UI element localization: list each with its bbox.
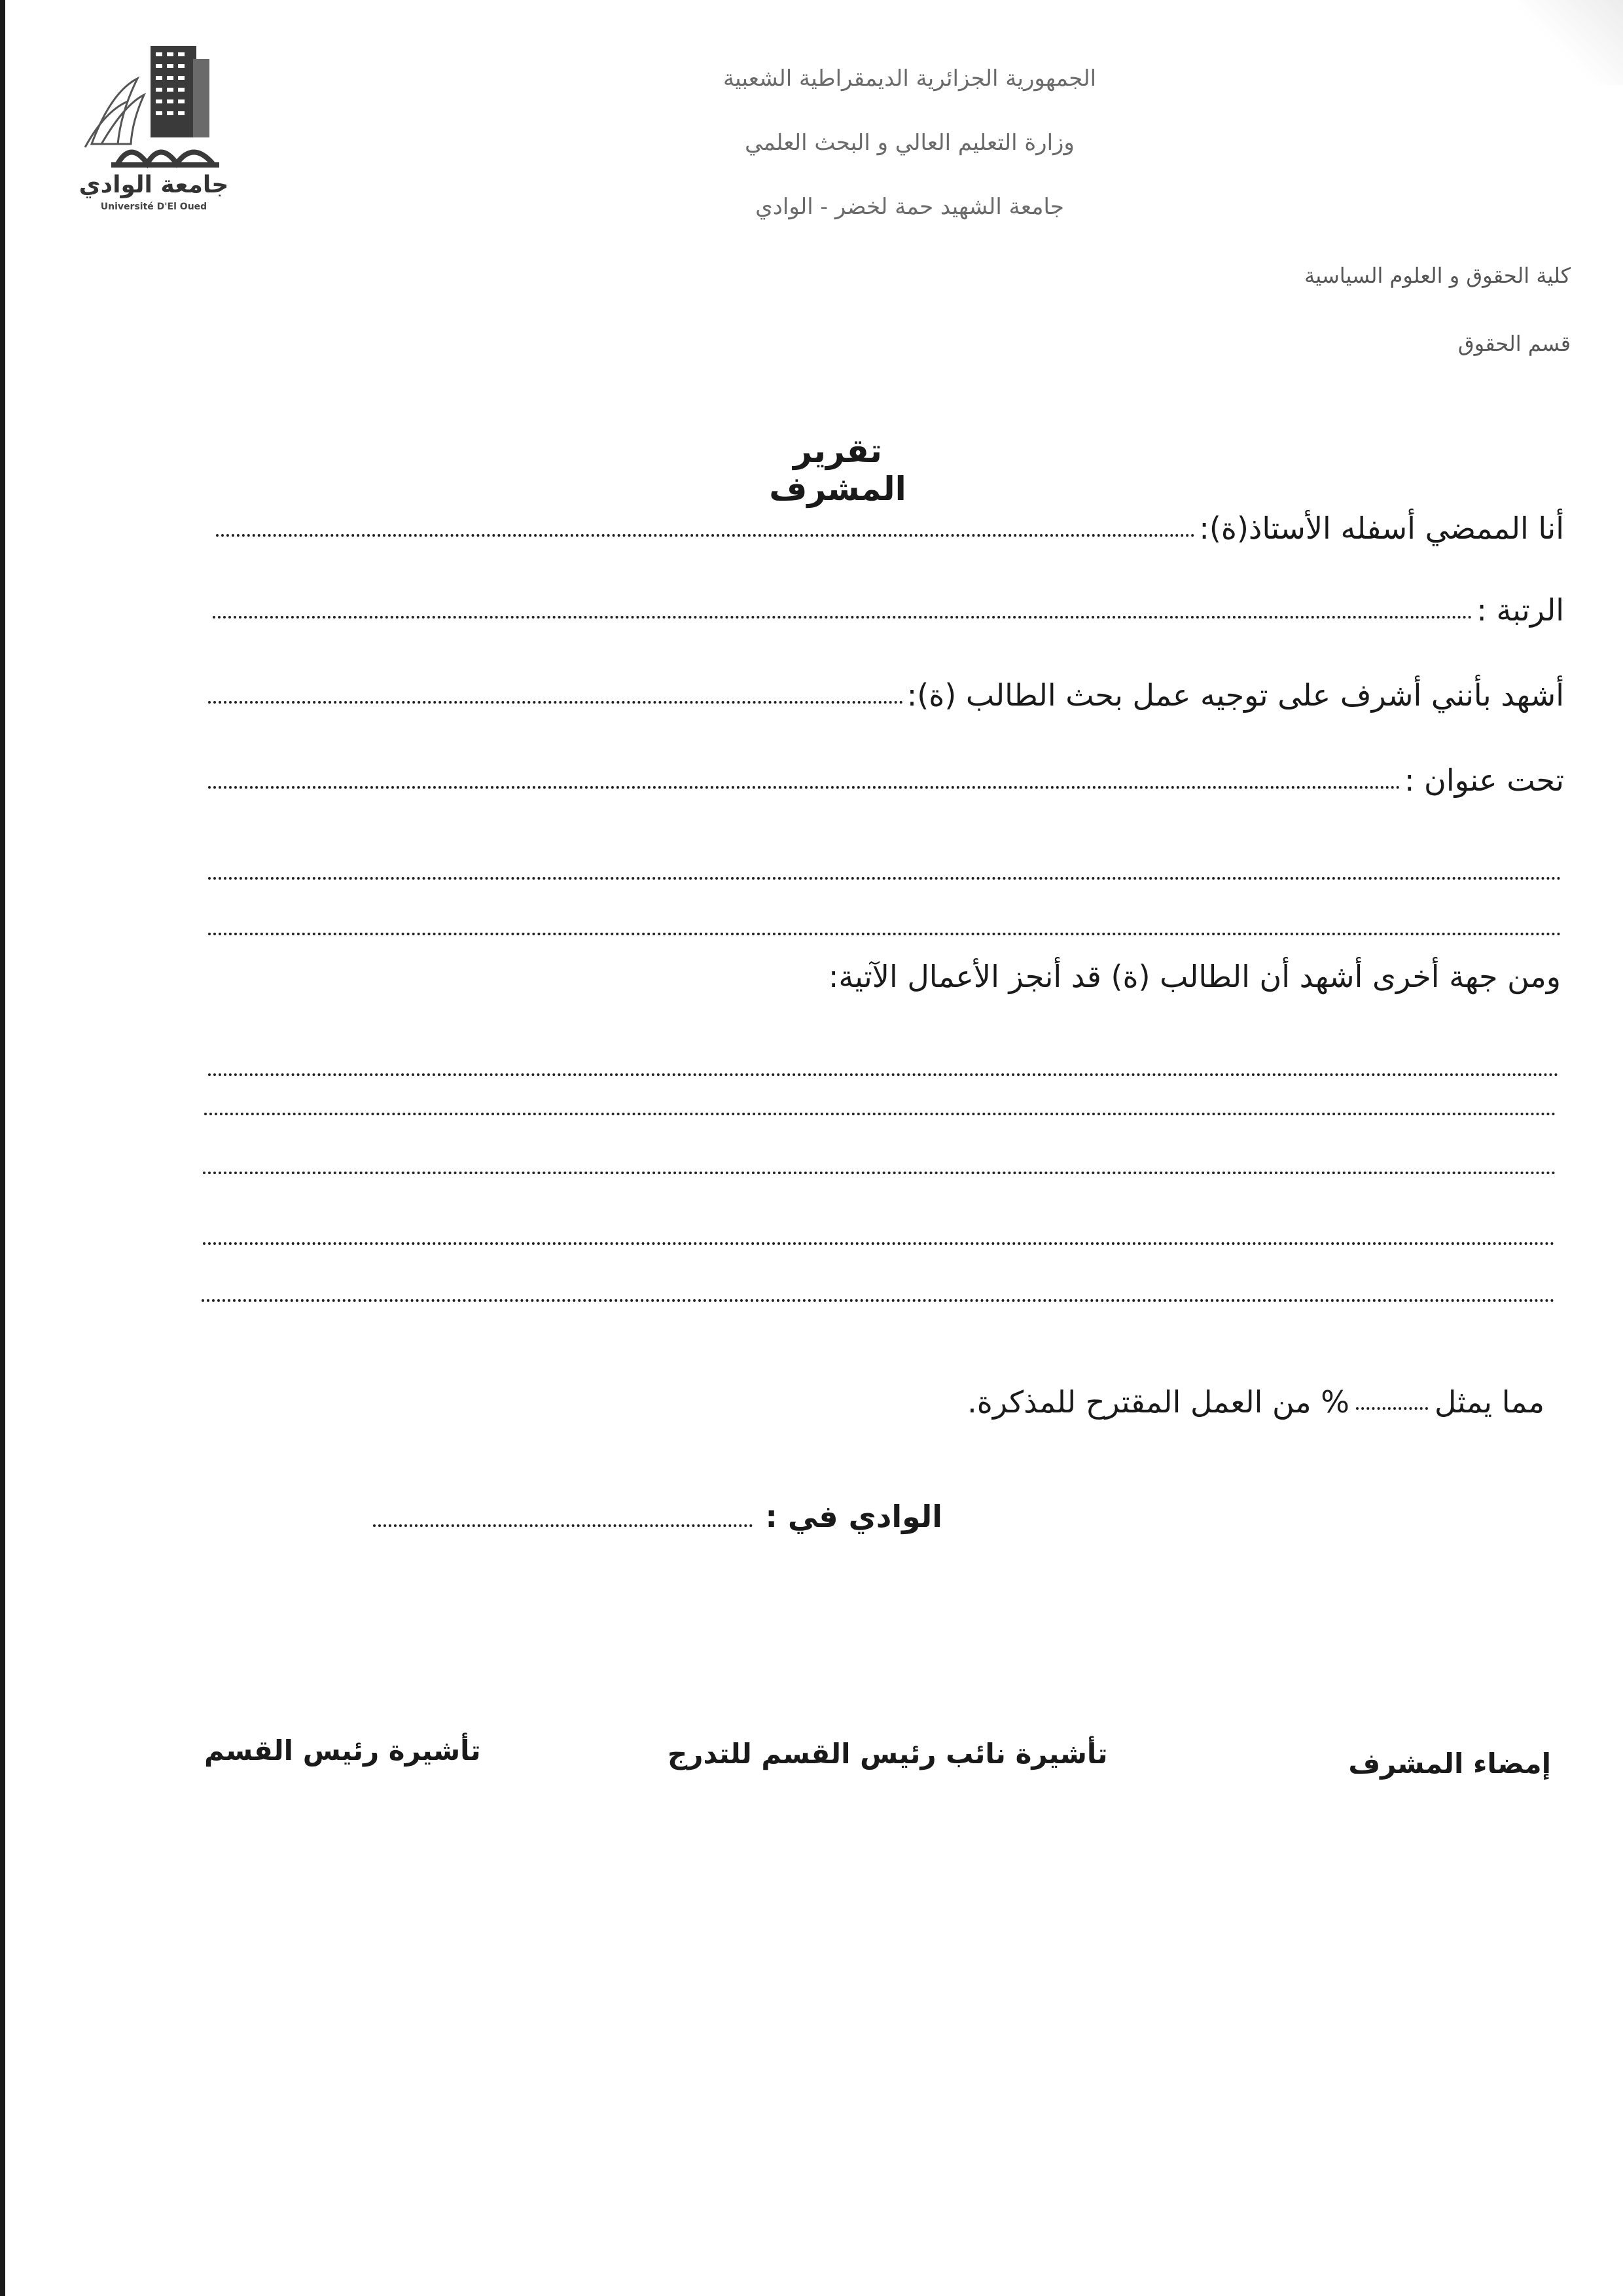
student-blank[interactable] bbox=[208, 701, 903, 704]
thesis-title-blank-line[interactable] bbox=[208, 933, 1561, 935]
works-blank-line[interactable] bbox=[203, 1242, 1555, 1245]
deputy-head-visa-label: تأشيرة نائب رئيس القسم للتدرج bbox=[668, 1738, 1108, 1770]
thesis-title-label: تحت عنوان : bbox=[1404, 762, 1564, 798]
header-faculty: كلية الحقوق و العلوم السياسية bbox=[1304, 263, 1571, 288]
scan-corner-shade bbox=[1518, 0, 1623, 85]
scan-left-edge bbox=[0, 0, 5, 2296]
works-field bbox=[216, 959, 1561, 994]
header-republic: الجمهورية الجزائرية الديمقراطية الشعبية bbox=[722, 65, 1097, 92]
logo-french-text: Université D'El Oued bbox=[100, 202, 207, 212]
date-label: الوادي في : bbox=[765, 1499, 942, 1534]
university-building-logo-icon bbox=[72, 33, 236, 183]
supervisor-signature-label: إمضاء المشرف bbox=[1348, 1748, 1551, 1780]
percent-suffix: % من العمل المقترح للمذكرة. bbox=[967, 1384, 1349, 1420]
rank-blank[interactable] bbox=[213, 616, 1472, 619]
department-head-visa-label: تأشيرة رئيس القسم bbox=[204, 1734, 481, 1767]
percent-blank[interactable] bbox=[1356, 1407, 1428, 1410]
header-department: قسم الحقوق bbox=[1457, 331, 1571, 356]
university-logo bbox=[72, 33, 236, 212]
header-ministry: وزارة التعليم العالي و البحث العلمي bbox=[745, 130, 1075, 156]
rank-field[interactable] bbox=[213, 592, 1564, 628]
thesis-title-field[interactable] bbox=[208, 762, 1564, 798]
percent-statement bbox=[967, 1384, 1544, 1420]
rank-label: الرتبة : bbox=[1476, 592, 1564, 628]
works-label: ومن جهة أخرى أشهد أن الطالب (ة) قد أنجز الأعمال الآتية: bbox=[828, 959, 1561, 994]
works-blank-line[interactable] bbox=[204, 1113, 1556, 1115]
works-blank-line[interactable] bbox=[208, 1073, 1559, 1076]
header-university: جامعة الشهيد حمة لخضر - الوادي bbox=[755, 194, 1064, 220]
professor-field[interactable] bbox=[216, 511, 1564, 546]
professor-label: أنا الممضي أسفله الأستاذ(ة): bbox=[1199, 511, 1564, 546]
thesis-title-blank-line[interactable] bbox=[208, 877, 1561, 880]
attest-label: أشهد بأنني أشرف على توجيه عمل بحث الطالب (ة): bbox=[906, 677, 1564, 713]
works-blank-line[interactable] bbox=[203, 1172, 1556, 1174]
date-blank[interactable] bbox=[373, 1524, 753, 1527]
student-field[interactable] bbox=[208, 677, 1564, 713]
date-field[interactable] bbox=[373, 1499, 942, 1535]
thesis-title-blank[interactable] bbox=[208, 786, 1400, 789]
page-title: تقرير المشرف bbox=[769, 432, 906, 508]
professor-blank[interactable] bbox=[216, 534, 1195, 537]
works-blank-line[interactable] bbox=[202, 1299, 1555, 1302]
logo-arabic-text: جامعة الوادي bbox=[79, 171, 229, 198]
percent-prefix: مما يمثل bbox=[1435, 1384, 1544, 1420]
